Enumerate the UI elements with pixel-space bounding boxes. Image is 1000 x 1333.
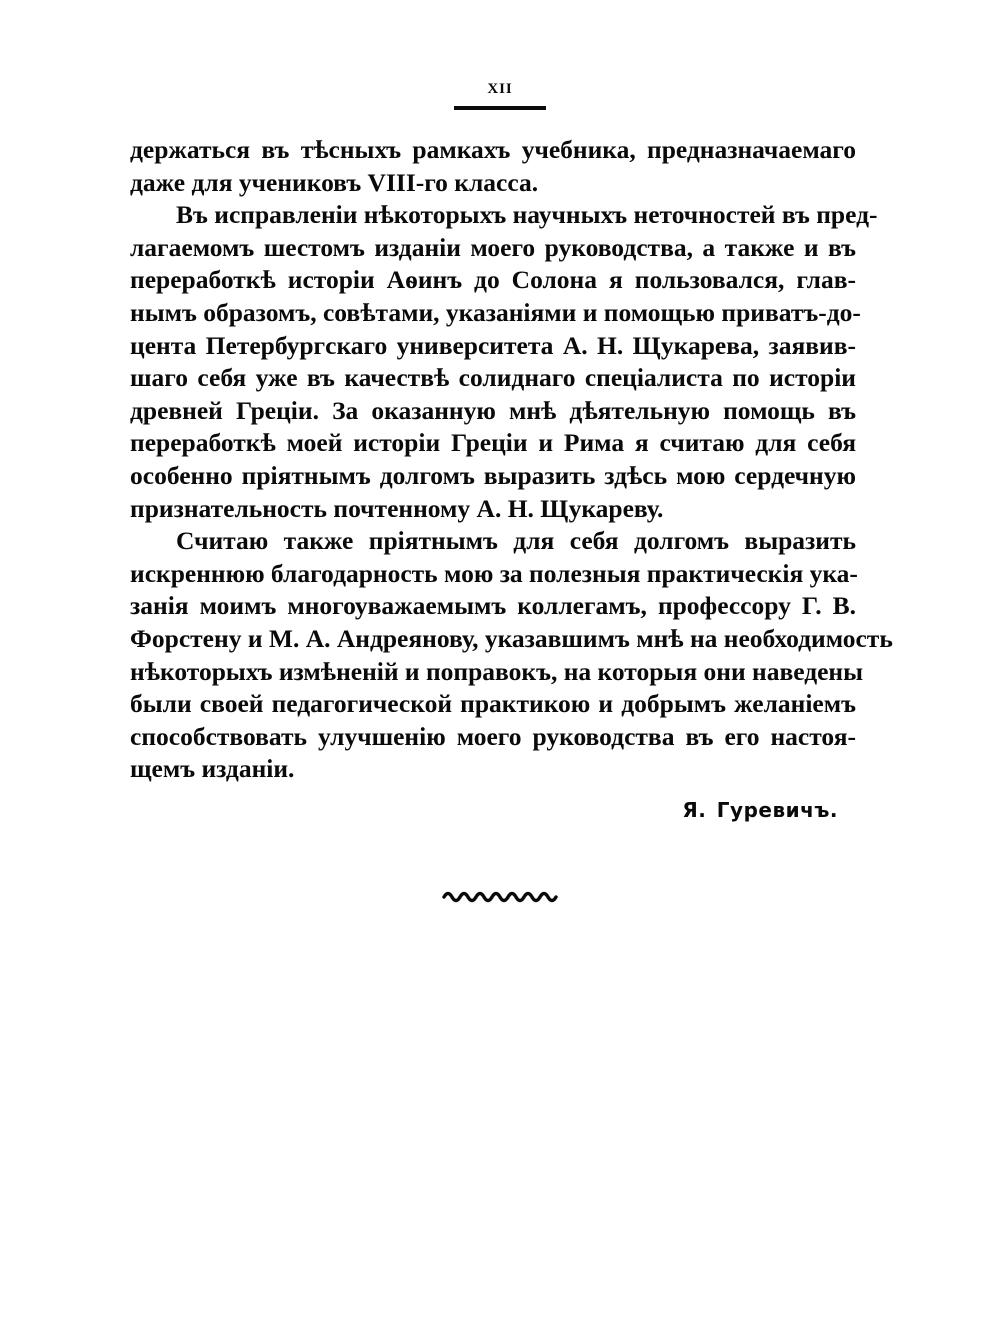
text-line: признательность почтенному А. Н. Щукареву. — [130, 493, 664, 523]
text-line: Въ исправленіи нѣкоторыхъ научныхъ неточностей въ пред- — [176, 200, 878, 230]
text-line: нѣкоторыхъ измѣненій и поправокъ, на которыя они наведены — [130, 656, 864, 686]
text-line: переработкѣ исторіи Аѳинъ до Солона я пользовался, глав- — [130, 265, 856, 295]
text-line: были своей педагогической практикою и добрымъ желаніемъ — [130, 689, 856, 719]
text-line: даже для учениковъ VIII-го класса. — [130, 167, 539, 197]
signature-line — [130, 798, 856, 822]
body-text-block — [130, 134, 893, 786]
paragraph — [130, 134, 856, 199]
signature-name: Я. Гуревичъ. — [682, 798, 838, 822]
text-line: шаго себя уже въ качествѣ солиднаго спеціалиста по исторіи — [130, 363, 856, 393]
text-line: щемъ изданіи. — [130, 754, 295, 784]
text-line: искреннюю благодарность мою за полезныя практическія ука- — [130, 558, 858, 588]
header-rule-divider — [454, 106, 546, 110]
text-line: нымъ образомъ, совѣтами, указаніями и помощью приватъ-до- — [130, 297, 861, 327]
text-line: занія моимъ многоуважаемымъ коллегамъ, профессору Г. В. — [130, 591, 856, 621]
text-line: Форстену и М. А. Андреянову, указавшимъ мнѣ на необходимость — [130, 623, 893, 653]
paragraph — [130, 525, 893, 786]
text-line: переработкѣ моей исторіи Греціи и Рима я считаю для себя — [130, 428, 856, 458]
text-line: держаться въ тѣсныхъ рамкахъ учебника, предназначаемаго — [130, 135, 856, 164]
paragraph — [130, 199, 878, 525]
page-header — [0, 82, 1000, 110]
wavy-line-icon — [441, 888, 559, 904]
text-line: особенно пріятнымъ долгомъ выразить здѣсь мою сердечную — [130, 460, 856, 490]
text-line: древней Греціи. За оказанную мнѣ дѣятельную помощь въ — [130, 395, 856, 425]
text-line: лагаемомъ шестомъ изданіи моего руководства, а также и въ — [130, 232, 856, 262]
text-line: цента Петербургскаго университета А. Н. Щукарева, заявив- — [130, 330, 856, 360]
folio-number: XII — [487, 81, 513, 97]
text-line: Считаю также пріятнымъ для себя долгомъ выразить — [176, 526, 856, 556]
text-line: способствовать улучшенію моего руководства въ его настоя- — [130, 721, 856, 751]
wavy-line-ornament — [0, 888, 1000, 904]
